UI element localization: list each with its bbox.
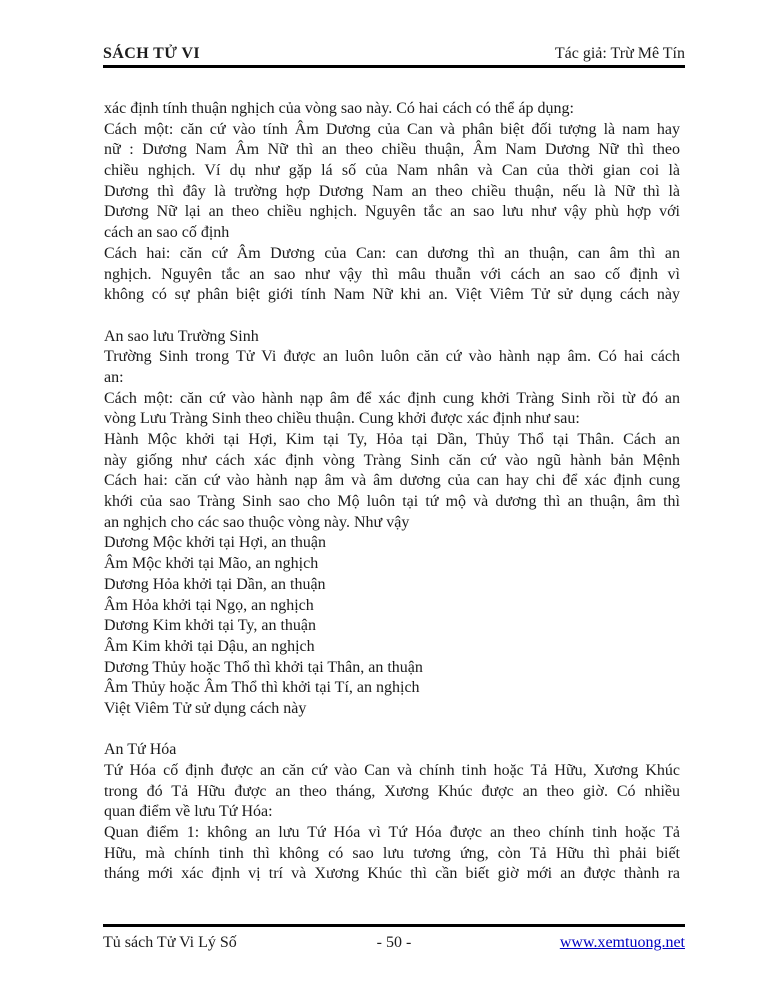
text-line: Tứ Hóa cố định được an căn cứ vào Can và chính tinh hoặc Tả Hữu, Xương Khúc (104, 762, 680, 779)
text-line: Cách một: căn cứ vào hành nạp âm để xác định cung khởi Tràng Sinh rồi từ đó an (104, 389, 680, 407)
text-line: Dương Thủy hoặc Thổ thì khởi tại Thân, an thuận (104, 658, 423, 676)
text-line: cách an sao cố định (104, 224, 230, 242)
footer-rule (103, 924, 685, 927)
header-rule (103, 65, 685, 68)
page-header (103, 44, 685, 68)
text-line: Âm Hỏa khởi tại Ngọ, an nghịch (104, 596, 314, 614)
text-line: Hành Mộc khởi tại Hợi, Kim tại Ty, Hỏa tại Dần, Thủy Thổ tại Thân. Cách an (104, 431, 680, 448)
text-line: Dương Hỏa khởi tại Dần, an thuận (104, 575, 326, 593)
website-link[interactable]: www.xemtuong.net (559, 934, 685, 951)
text-line: Trường Sinh trong Tử Vi được an luôn luôn căn cứ vào hành nạp âm. Có hai cách (104, 348, 680, 366)
text-line: quan điểm về lưu Tứ Hóa: (104, 803, 273, 821)
text-line: Dương Kim khởi tại Ty, an thuận (104, 617, 317, 635)
text-line: Âm Mộc khởi tại Mão, an nghịch (104, 555, 319, 573)
text-line: Việt Viêm Tử sử dụng cách này (104, 699, 307, 717)
text-line: an: (104, 368, 124, 386)
text-line: này giống như cách xác định vòng Tràng Sinh căn cứ vào ngũ hành bản Mệnh (104, 451, 680, 469)
text-line: Hữu, mà chính tinh thì không có sao lưu tương ứng, còn Tả Hữu thì phải biết (104, 844, 680, 862)
body-text (104, 99, 680, 885)
text-line: Âm Thủy hoặc Âm Thổ thì khởi tại Tí, an nghịch (104, 679, 420, 697)
text-line: Cách hai: căn cứ vào hành nạp âm và âm dương của can hay chi để xác định cung (104, 472, 680, 490)
text-line: An Tứ Hóa (104, 741, 177, 759)
blank-line (104, 306, 680, 327)
header-row (103, 44, 685, 63)
page-footer (103, 924, 685, 952)
text-line: nghịch. Nguyên tắc an sao như vậy thì mâu thuẫn với cách an sao cố định vì (104, 265, 680, 283)
text-line: Dương Nữ lại an theo chiều nghịch. Nguyên tắc an sao lưu như vậy phù hợp với (104, 203, 680, 221)
text-line: không có sự phân biệt giới tính Nam Nữ khi an. Việt Viêm Tử sử dụng cách này (104, 286, 680, 304)
text-line: Dương Mộc khởi tại Hợi, an thuận (104, 534, 327, 552)
text-line: Dương thì đây là trường hợp Dương Nam an theo chiều thuận, nếu là Nữ thì là (104, 182, 680, 200)
footer-row (103, 933, 685, 952)
text-line: tháng mới xác định vị trí và Xương Khúc thì cần biết giờ mới an được thành ra (104, 865, 680, 883)
series-title: Tủ sách Tử Vi Lý Số (103, 934, 237, 951)
text-line: vòng Lưu Tràng Sinh theo chiều thuận. Cung khởi được xác định như sau: (104, 410, 580, 428)
text-line: nữ : Dương Nam Âm Nữ thì an theo chiều thuận, Âm Nam Dương Nữ thì theo (104, 141, 680, 159)
text-line: Quan điểm 1: không an lưu Tứ Hóa vì Tứ Hóa được an theo chính tinh hoặc Tả (104, 824, 680, 842)
text-line: an nghịch cho các sao thuộc vòng này. Như vậy (104, 513, 410, 531)
author-credit: Tác giả: Trừ Mê Tín (554, 45, 685, 62)
blank-line (104, 720, 680, 741)
text-line: xác định tính thuận nghịch của vòng sao này. Có hai cách có thể áp dụng: (104, 100, 574, 117)
text-line: An sao lưu Trường Sinh (104, 327, 259, 345)
text-line: Âm Kim khởi tại Dậu, an nghịch (104, 637, 315, 655)
text-line: khới của sao Tràng Sinh sao cho Mộ luôn tại tứ mộ và dương thì an thuận, âm thì (104, 493, 680, 511)
book-title: SÁCH TỬ VI (103, 45, 201, 62)
page-number: - 50 - (376, 934, 412, 951)
text-line: Cách hai: căn cứ Âm Dương của Can: can dương thì an thuận, can âm thì an (104, 244, 680, 262)
text-line: Cách một: căn cứ vào tính Âm Dương của Can và phân biệt đối tượng là nam hay (104, 120, 680, 138)
text-line: chiều nghịch. Ví dụ như gặp lá số của Nam nhân và Can của thời gian coi là (104, 162, 680, 180)
text-line: trong đó Tả Hữu được an theo tháng, Xương Khúc được an theo giờ. Có nhiều (104, 782, 680, 800)
